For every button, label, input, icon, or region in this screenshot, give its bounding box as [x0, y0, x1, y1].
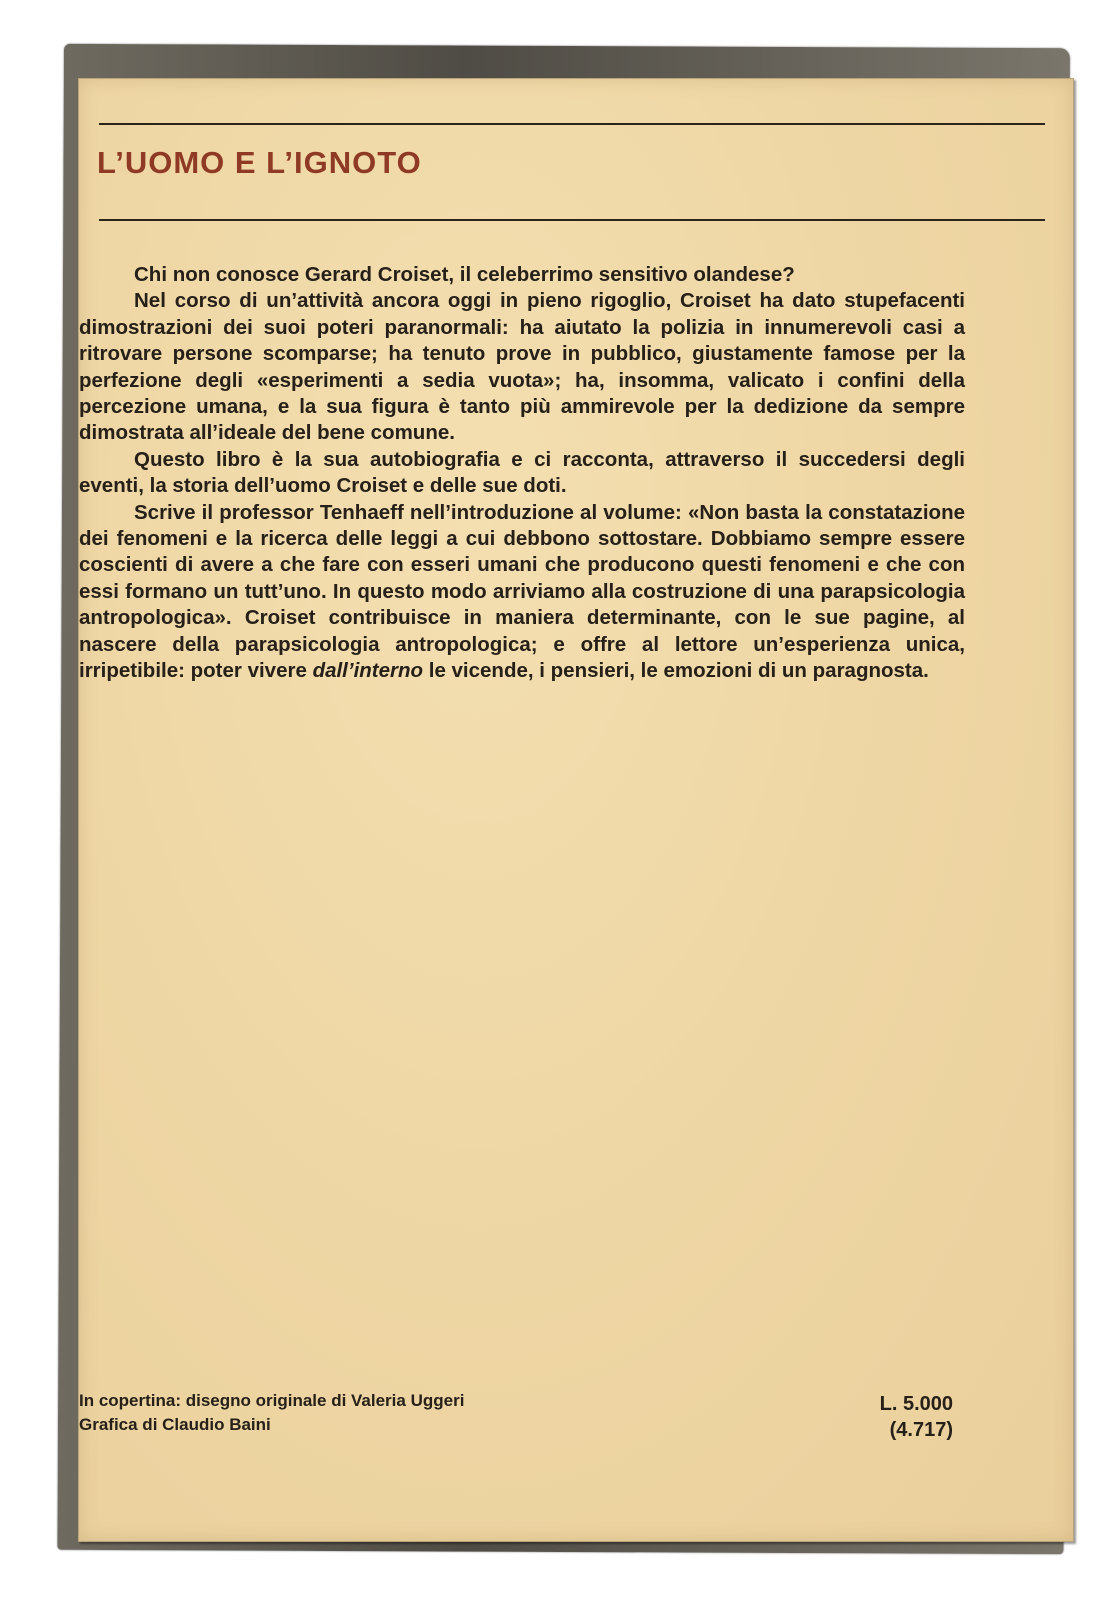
graphics-credit: Grafica di Claudio Baini: [79, 1415, 271, 1434]
price-block: [880, 1391, 953, 1443]
price: L. 5.000: [879, 1393, 953, 1415]
paragraph-text: Scrive il professor Tenhaeff nell’introduzione al volume: «Non basta la constatazione dei fenomeni e la ricerca delle leggi a cui debbono sottostare. Dobbiamo sempre essere coscienti di avere a che fare con esseri umani che producono questi fenomeni e che con essi formano un tutt’uno. In questo modo arriviamo alla costruzione di una parapsicologia antropologica». Croiset contribuisce in maniera determinante, con le sue pagine, al nascere della parapsicologia antropologica; e offre al lettore un’esperienza unica, irripetibile: poter vivere: [79, 500, 965, 683]
paragraph-tail: le vicende, i pensieri, le emozioni di un paragnosta.: [423, 659, 929, 683]
paragraph: Chi non conosce Gerard Croiset, il celeberrimo sensitivo olandese?: [134, 263, 795, 286]
top-rule: [99, 123, 1045, 125]
paragraph: Questo libro è la sua autobiografia e ci racconta, attraverso il succedersi degli eventi, la storia dell’uomo Croiset e delle sue doti.: [79, 447, 965, 498]
blurb-text: [79, 262, 965, 685]
credits: [79, 1389, 464, 1437]
cover-art-credit: In copertina: disegno originale di Valeria Uggeri: [79, 1391, 465, 1410]
italic-phrase: dall’interno: [312, 659, 424, 683]
paragraph: [79, 500, 965, 685]
back-cover: [78, 78, 1074, 1542]
paragraph: Nel corso di un’attività ancora oggi in pieno rigoglio, Croiset ha dato stupefacenti dimostrazioni dei suoi poteri paranormali: ha aiutato la polizia in innumerevoli casi a ritrovare persone scomparse; ha tenuto prove in pubblico, giustamente famose per la perfezione degli «esperimenti a sedia vuota»; ha, insomma, valicato i confini della percezione umana, e la sua figura è tanto più ammirevole per la dedizione da sempre dimostrata all’ideale del bene comune.: [79, 289, 965, 445]
series-title: L’UOMO E L’IGNOTO: [97, 145, 422, 180]
price-code: (4.717): [889, 1419, 953, 1441]
bottom-rule: [99, 219, 1045, 221]
